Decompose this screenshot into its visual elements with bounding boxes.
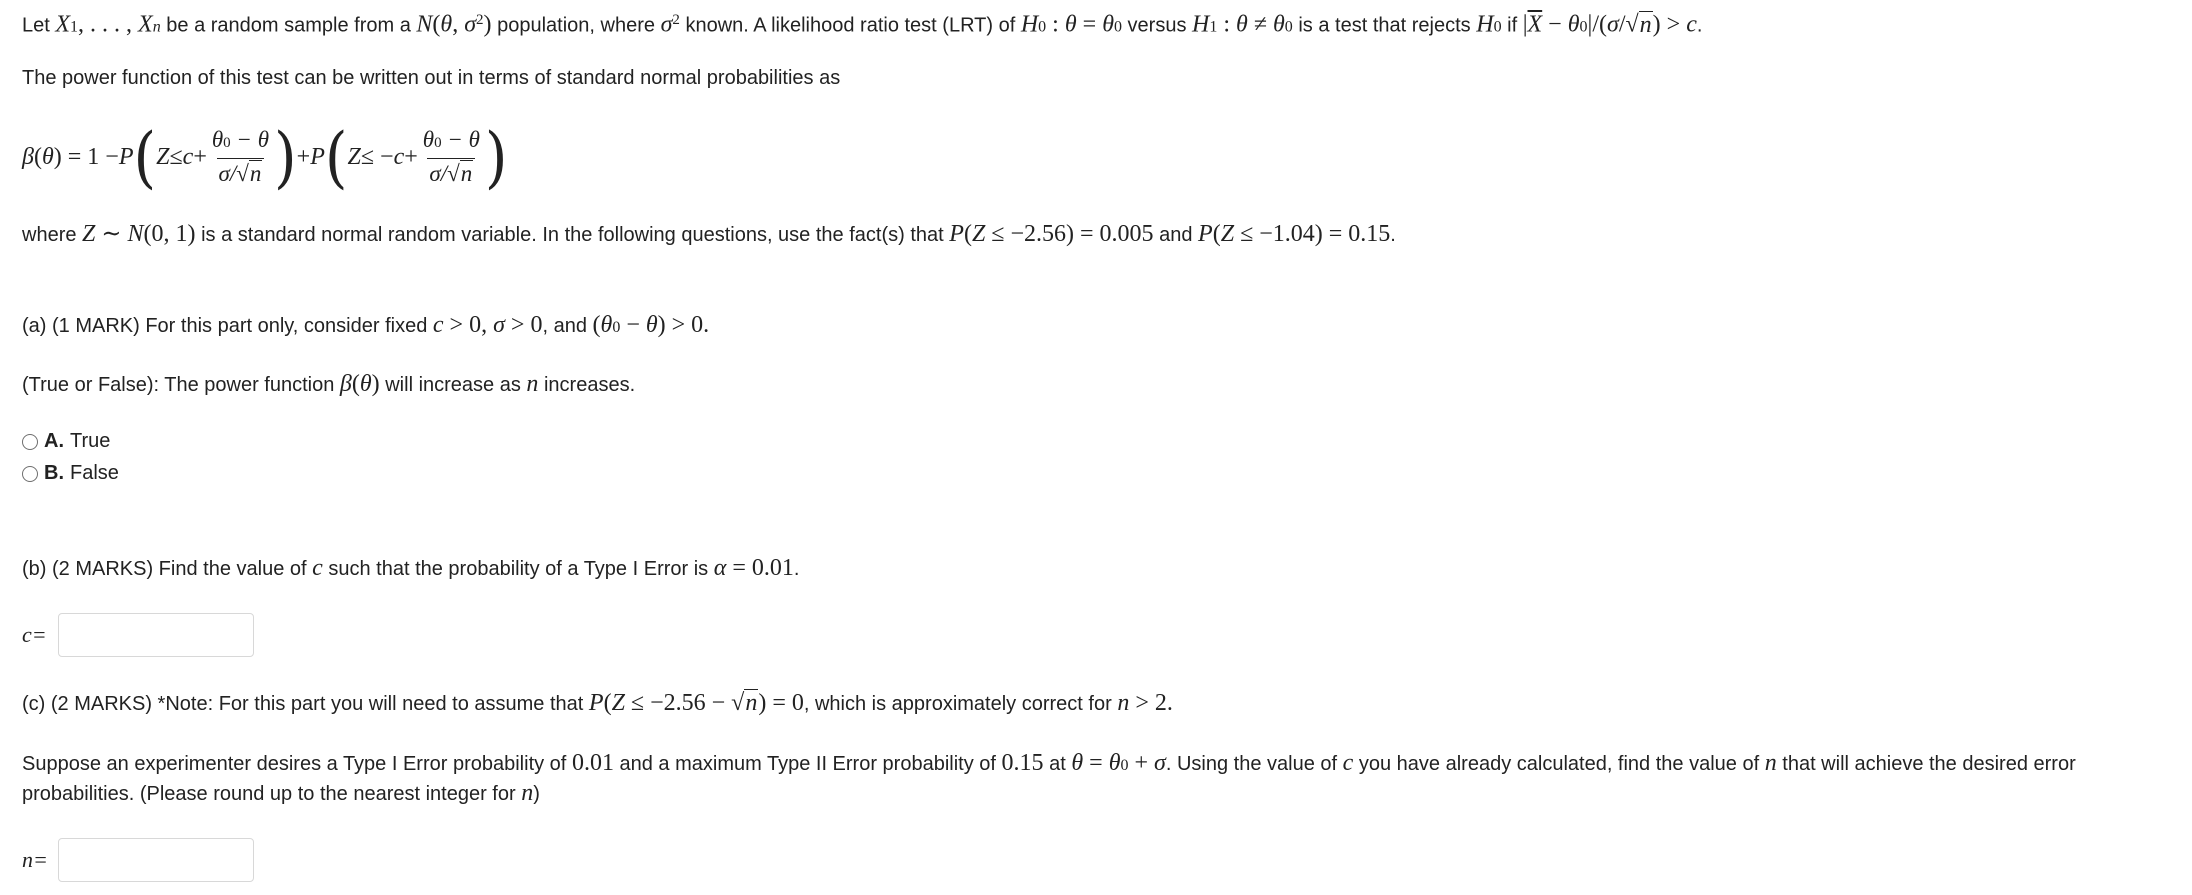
option-true[interactable] <box>22 430 110 453</box>
part-b-header: (b) (2 MARKS) Find the value of c such that the probability of a Type I Error is α = 0.01. <box>22 555 800 581</box>
part-c-body-line1: Suppose an experimenter desires a Type I Error probability of 0.01 and a maximum Type II Error probability of 0.15 at θ = θ0 + σ. Using the value of c you have already calculated, find the value of n that will achieve the desired error <box>22 750 2076 776</box>
part-c-header: (c) (2 MARKS) *Note: For this part you will need to assume that P(Z ≤ −2.56 − √n) = 0, which is approximately correct for n > 2. <box>22 690 1173 716</box>
power-function-intro: The power function of this test can be written out in terms of standard normal probabilities as <box>22 67 841 89</box>
option-true-label: True <box>70 430 111 452</box>
part-c-body-line2: probabilities. (Please round up to the nearest integer for n) <box>22 780 540 806</box>
part-a-question: (True or False): The power function β(θ) will increase as n increases. <box>22 371 636 397</box>
power-function-formula: β ( θ ) = 1 − P ( Z ≤ c + $\frac{\theta 0 - \theta}{\sigma/√n}$ ) + P ( Z ≤ − c + $\frac{\theta 0 - \theta}{\sigma/√n}$ ) <box>22 117 508 197</box>
n-answer-input[interactable] <box>58 838 254 882</box>
option-false-radio[interactable] <box>22 466 38 482</box>
option-false-key: B. <box>44 462 64 484</box>
part-c-answer <box>22 838 254 882</box>
part-b-answer <box>22 613 254 657</box>
c-answer-label: c= <box>22 622 47 647</box>
n-answer-label: n= <box>22 847 48 872</box>
option-false-label: False <box>70 462 119 484</box>
part-a-header: (a) (1 MARK) For this part only, consider fixed c > 0, σ > 0, and (θ0 − θ) > 0. <box>22 312 710 338</box>
option-true-key: A. <box>44 430 64 452</box>
problem-intro: Let X1, . . . , Xn be a random sample from a N(θ, $\sigma^2$) population, where $\sigma^2$ known. A likelihood ratio test (LRT) of H0 : θ = θ0 versus H1 : θ ≠ θ0 is a test that rejects H0 if $|\overline{X} - \theta 0|/(\sigma/√n) > c$. <box>22 11 1703 38</box>
c-answer-input[interactable] <box>58 613 254 657</box>
standard-normal-facts: where Z ∼ N(0, 1) is a standard normal random variable. In the following questions, use the fact(s) that P(Z ≤ −2.56) = 0.005 and P(Z ≤ −1.04) = 0.15. <box>22 221 1396 247</box>
option-false[interactable] <box>22 462 119 485</box>
option-true-radio[interactable] <box>22 434 38 450</box>
